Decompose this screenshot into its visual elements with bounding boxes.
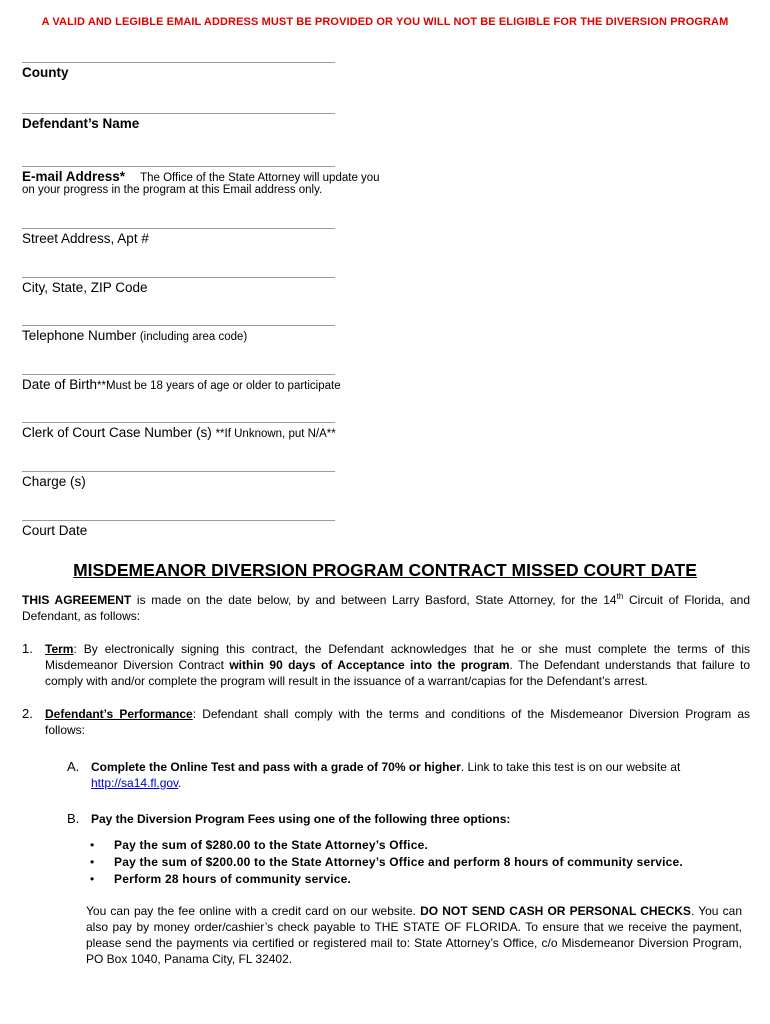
- sub-a-letter: A.: [67, 759, 80, 774]
- sub-b-letter: B.: [67, 811, 80, 826]
- bullet-2-text: Pay the sum of $200.00 to the State Attorney’s Office and perform 8 hours of community service.: [114, 855, 683, 869]
- sub-b-text: Pay the Diversion Program Fees using one of the following three options:: [91, 812, 511, 826]
- bullet-1-text: Pay the sum of $280.00 to the State Attorney’s Office.: [114, 838, 428, 852]
- payment-text-2: . You can also pay by money order/cashier’s check payable to THE STATE OF FLORIDA. To ensure that we receive the payment, please send the payments via certified or registered mail to: State Attorney’s Office, c/o Misdemeanor Diversion Program, PO Box 1040, Panama City, FL 32402.: [86, 904, 743, 966]
- defendant-name-label: Defendant’s Name: [22, 116, 140, 131]
- bullet-3-glyph: •: [90, 872, 95, 886]
- dob-label: Date of Birth: [22, 377, 98, 392]
- case-number-line: [22, 422, 335, 423]
- contract-title: MISDEMEANOR DIVERSION PROGRAM CONTRACT MISSED COURT DATE: [73, 560, 697, 580]
- phone-label: Telephone Number: [22, 328, 137, 343]
- email-label: E-mail Address*: [22, 169, 126, 184]
- email-note-1: The Office of the State Attorney will update you: [140, 172, 380, 184]
- payment-text-1: You can pay the fee online with a credit card on our website.: [86, 904, 421, 918]
- agreement-lead: THIS AGREEMENT: [22, 593, 132, 607]
- phone-note: (including area code): [139, 331, 248, 343]
- charge-field[interactable]: [22, 471, 762, 489]
- item-1-term-label: Term: [45, 642, 74, 656]
- dob-field[interactable]: [22, 374, 762, 392]
- sub-a-end: .: [178, 776, 182, 790]
- item-2-term-label: Defendant’s Performance: [45, 707, 193, 721]
- county-field[interactable]: [22, 62, 762, 80]
- item-2-text: : Defendant shall comply with the terms and conditions of the Misdemeanor Diversion Program as follows:: [45, 707, 751, 737]
- agreement-sup: th: [616, 592, 624, 601]
- defendant-name-field[interactable]: [22, 113, 762, 131]
- sub-a-bold: Complete the Online Test and pass with a grade of 70% or higher: [91, 760, 461, 774]
- item-2-performance: [45, 706, 750, 738]
- court-date-label: Court Date: [22, 523, 88, 538]
- court-date-field[interactable]: [22, 520, 762, 538]
- city-line: [22, 277, 335, 278]
- phone-field[interactable]: [22, 325, 762, 343]
- sub-a-body: . Link to take this test is on our website at: [460, 760, 681, 774]
- charge-label: Charge (s): [22, 474, 86, 489]
- street-field[interactable]: [22, 228, 762, 246]
- payment-paragraph: [86, 903, 742, 967]
- item-1-text-a: : By electronically signing this contract, the Defendant acknowledges that he or she must complete the terms of this Misdemeanor Diversion Contract: [45, 642, 750, 672]
- email-label-row: [22, 169, 762, 184]
- email-note-2: on your progress in the program at this Email address only.: [22, 184, 323, 196]
- website-link[interactable]: http://sa14.fl.gov: [91, 776, 179, 790]
- street-line: [22, 228, 335, 229]
- county-label: County: [22, 65, 69, 80]
- case-number-label: Clerk of Court Case Number (s): [22, 425, 212, 440]
- case-number-label-row: [22, 425, 762, 440]
- court-date-line: [22, 520, 335, 521]
- agreement-text-2: Circuit of Florida, and Defendant, as follows:: [22, 593, 750, 623]
- phone-label-row: [22, 328, 762, 343]
- item-1-text-b: . The Defendant understands that failure to comply with and/or complete the program will result in the issuance of a warrant/capias for the Defendant’s arrest.: [45, 658, 750, 688]
- charge-line: [22, 471, 335, 472]
- case-number-field[interactable]: [22, 422, 762, 440]
- city-field[interactable]: [22, 277, 762, 295]
- item-1-term: [45, 641, 750, 689]
- email-line: [22, 166, 335, 167]
- phone-line: [22, 325, 335, 326]
- item-1-bold: within 90 days of Acceptance into the program: [229, 658, 510, 672]
- bullet-2-glyph: •: [90, 855, 95, 869]
- bullet-1-glyph: •: [90, 838, 95, 852]
- item-2-number: 2.: [22, 706, 33, 721]
- dob-label-row: [22, 377, 762, 392]
- agreement-paragraph: [22, 592, 750, 624]
- item-1-number: 1.: [22, 641, 33, 656]
- case-number-note: **If Unknown, put N/A**: [215, 428, 336, 440]
- dob-line: [22, 374, 335, 375]
- payment-bold: DO NOT SEND CASH OR PERSONAL CHECKS: [420, 904, 691, 918]
- sub-a-text: [91, 759, 751, 791]
- email-field[interactable]: [22, 166, 762, 196]
- dob-note: **Must be 18 years of age or older to participate: [97, 380, 341, 392]
- defendant-name-line: [22, 113, 335, 114]
- agreement-text-1: is made on the date below, by and between Larry Basford, State Attorney, for the 14: [131, 593, 617, 607]
- county-line: [22, 62, 335, 63]
- city-label: City, State, ZIP Code: [22, 280, 148, 295]
- bullet-3-text: Perform 28 hours of community service.: [114, 872, 352, 886]
- street-label: Street Address, Apt #: [22, 231, 149, 246]
- email-warning: A VALID AND LEGIBLE EMAIL ADDRESS MUST BE PROVIDED OR YOU WILL NOT BE ELIGIBLE FOR THE DIVERSION PROGRAM: [41, 16, 729, 28]
